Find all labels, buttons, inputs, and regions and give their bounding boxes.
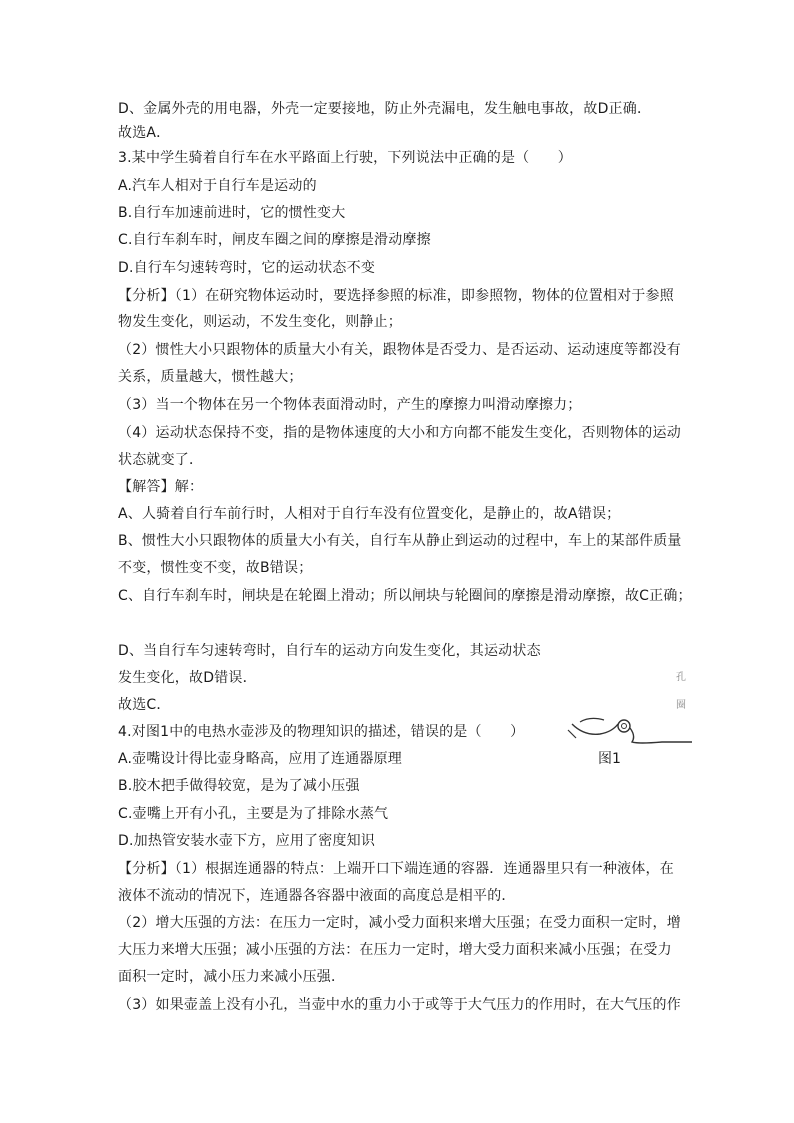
analysis-line: 状态就变了．	[118, 452, 204, 468]
question-3-option-b: B.自行车加速前进时，它的惯性变大	[118, 205, 346, 221]
question-4-option-c: C.壶嘴上开有小孔，主要是为了排除水蒸气	[118, 806, 389, 822]
question-3-stem: 3.某中学生骑着自行车在水平路面上行驶，下列说法中正确的是（ ）	[118, 150, 572, 166]
analysis-line: 大压力来增大压强；减小压强的方法：在压力一定时，增大受力面积来减小压强；在受力	[118, 942, 672, 958]
figure-caption: 图1	[598, 751, 621, 767]
question-4-option-b: B.胶木把手做得较宽，是为了减小压强	[118, 778, 360, 794]
answer-choice: 故选C．	[118, 697, 171, 713]
answer-line: 发生变化，故D错误．	[118, 670, 257, 686]
question-4-stem: 4.对图1中的电热水壶涉及的物理知识的描述，错误的是（ ）	[118, 724, 525, 740]
answer-line: D、当自行车匀速转弯时，自行车的运动方向发生变化，其运动状态	[118, 643, 541, 659]
kettle-illustration	[566, 708, 698, 788]
analysis-line: 【分析】（1）根据连通器的特点：上端开口下端连通的容器．连通器里只有一种液体，在	[118, 861, 674, 877]
analysis-line: （2）惯性大小只跟物体的质量大小有关，跟物体是否受力、是否运动、运动速度等都没有	[118, 342, 681, 358]
analysis-line: （2）增大压强的方法：在压力一定时，减小受力面积来增大压强；在受力面积一定时，增	[118, 915, 681, 931]
analysis-line: 【分析】（1）在研究物体运动时，要选择参照的标准，即参照物，物体的位置相对于参照	[118, 288, 674, 304]
question-3-option-d: D.自行车匀速转弯时，它的运动状态不变	[118, 260, 376, 276]
analysis-line: 面积一定时，减小压力来减小压强．	[118, 969, 346, 985]
answer-line: B、惯性大小只跟物体的质量大小有关，自行车从静止到运动的过程中，车上的某部件质量	[118, 533, 682, 549]
answer-heading: 【解答】解：	[118, 479, 204, 495]
analysis-line: 关系，质量越大，惯性越大；	[118, 369, 303, 385]
question-3-option-a: A.汽车人相对于自行车是运动的	[118, 178, 317, 194]
question-4-option-d: D.加热管安装水壶下方，应用了密度知识	[118, 833, 376, 849]
kettle-figure	[566, 668, 698, 776]
figure-side-label: 孔	[676, 672, 686, 683]
analysis-line: （3）当一个物体在另一个物体表面滑动时，产生的摩擦力叫滑动摩擦力；	[118, 397, 582, 413]
question-3-option-c: C.自行车刹车时，闸皮车圈之间的摩擦是滑动摩擦	[118, 232, 431, 248]
text-line: 故选A．	[118, 125, 171, 141]
figure-side-label: 圈	[676, 700, 686, 711]
analysis-line: 液体不流动的情况下，连通器各容器中液面的高度总是相平的．	[118, 888, 516, 904]
answer-line: 不变，惯性变不变，故B错误；	[118, 560, 313, 576]
analysis-line: （3）如果壶盖上没有小孔，当壶中水的重力小于或等于大气压力的作用时，在大气压的作	[118, 997, 681, 1013]
analysis-line: 物发生变化，则运动，不发生变化，则静止；	[118, 314, 402, 330]
analysis-line: （4）运动状态保持不变，指的是物体速度的大小和方向都不能发生变化，否则物体的运动	[118, 425, 681, 441]
question-4-option-a: A.壶嘴设计得比壶身略高，应用了连通器原理	[118, 751, 402, 767]
text-line: D、金属外壳的用电器，外壳一定要接地，防止外壳漏电，发生触电事故，故D正确．	[118, 101, 652, 117]
answer-line: A、人骑着自行车前行时，人相对于自行车没有位置变化，是静止的，故A错误；	[118, 506, 621, 522]
answer-line: C、自行车刹车时，闸块是在轮圈上滑动；所以闸块与轮圈间的摩擦是滑动摩擦，故C正确；	[118, 588, 692, 604]
